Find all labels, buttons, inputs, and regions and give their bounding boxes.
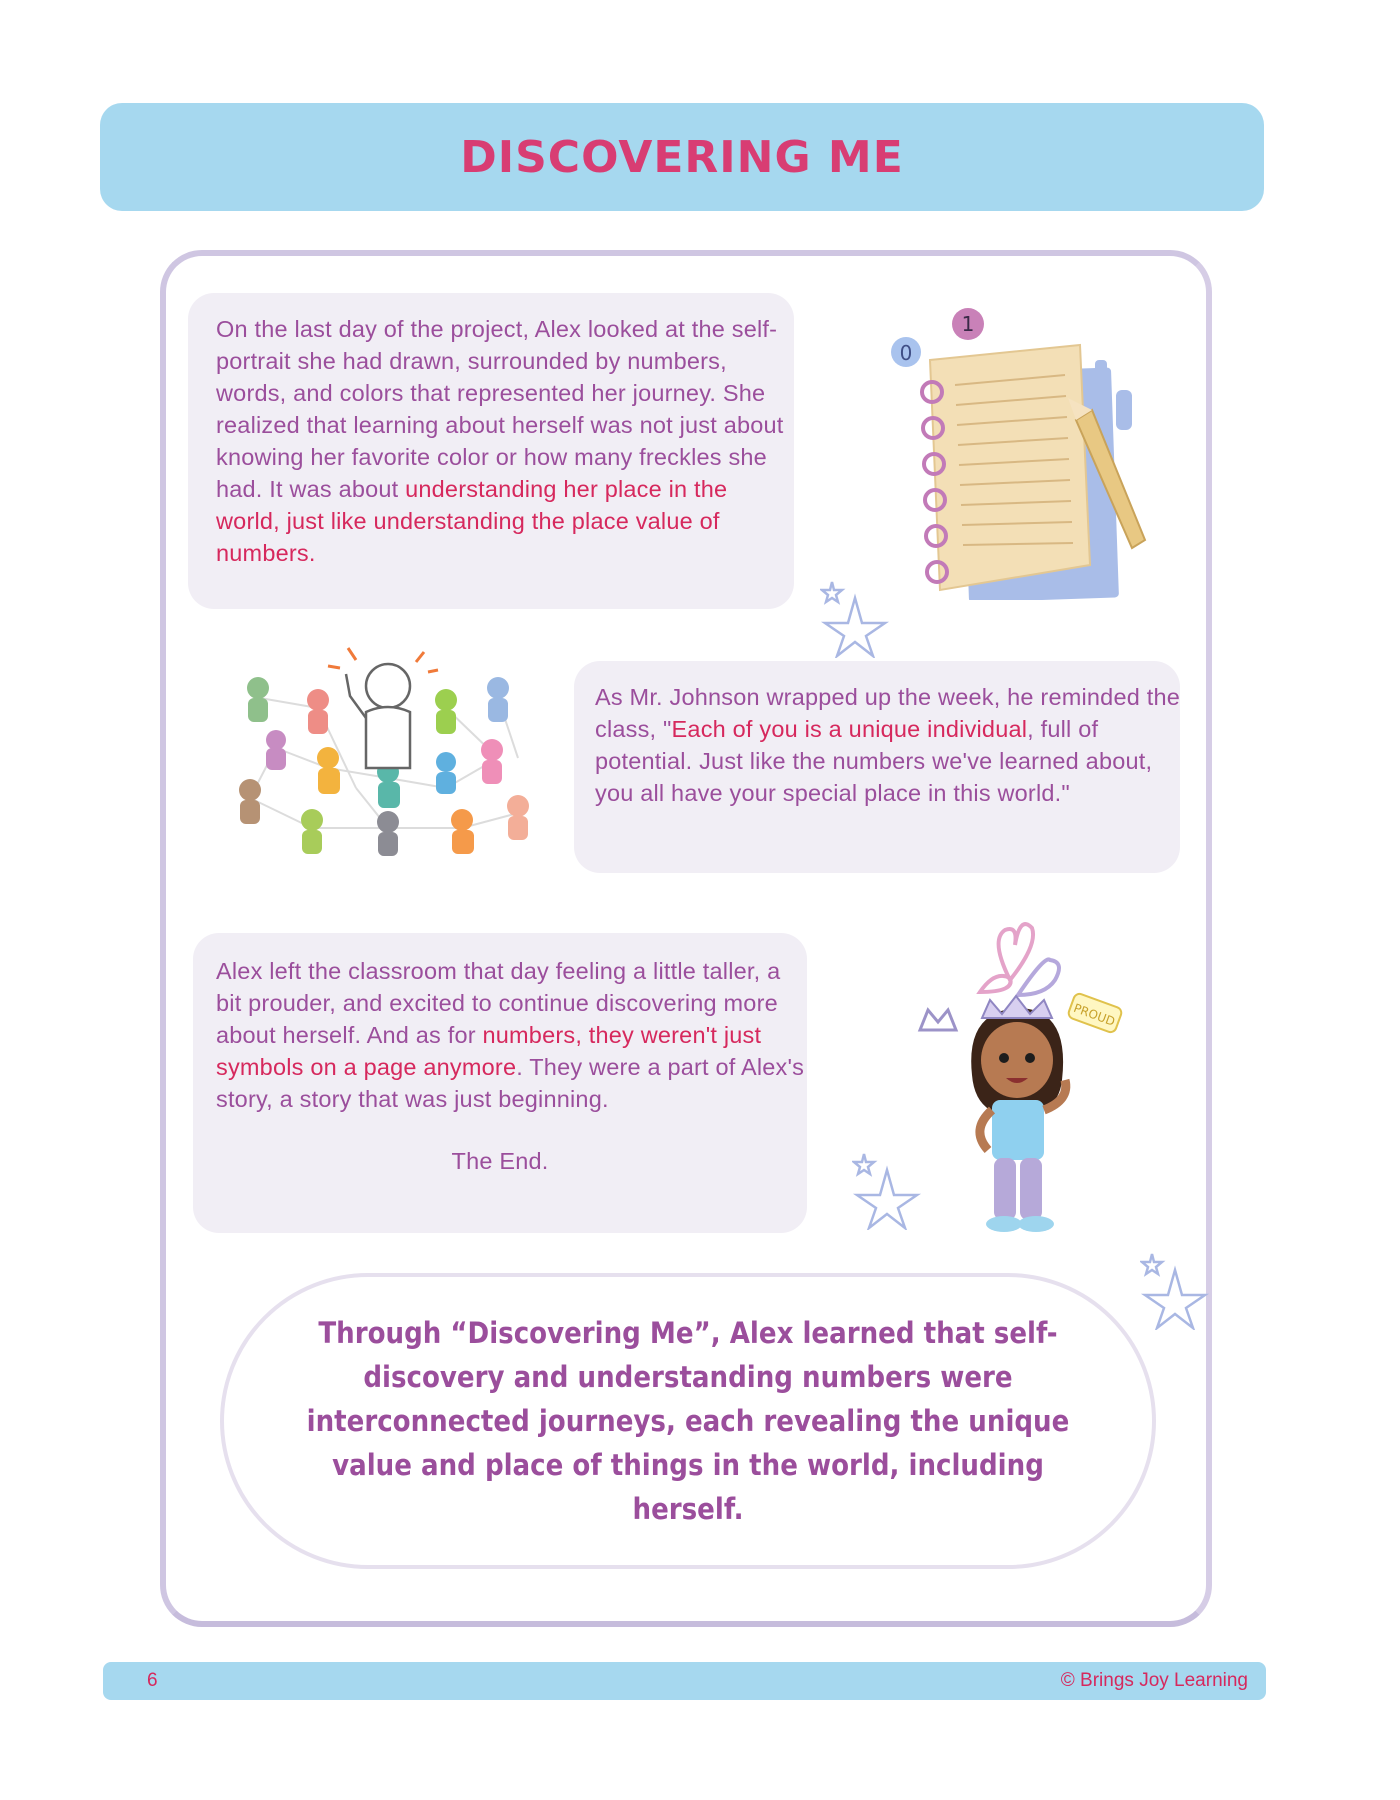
badge-zero-label: 0 [899,341,913,365]
the-end-label: The End. [451,1148,549,1174]
paragraph-3-text-after: . They were a part of Alex's story, a story that was just beginning. [216,1054,805,1112]
paragraph-2-text-before: As Mr. Johnson wrapped up the week, he reminded the class, " [595,684,1180,742]
star-doodle-2 [852,1150,932,1230]
summary-box [220,1273,1156,1569]
story-bubble-3 [193,933,807,1233]
notebook-illustration [870,300,1170,600]
paragraph-3-text-before: Alex left the classroom that day feeling a little taller, a bit prouder, and excited to continue discovering more about herself. And as for [216,958,781,1048]
people-network-illustration [228,638,568,868]
paragraph-1-text: On the last day of the project, Alex looked at the self-portrait she had drawn, surrounded by numbers, words, and colors that represented her journey. She realized that learning about herself was not just about knowing her favorite color or how many freckles she had. It was about [216,316,784,502]
paragraph-2-text-after: , full of potential. Just like the numbers we've learned about, you all have your special place in this world." [595,716,1153,806]
page-title: DISCOVERING ME [460,131,904,183]
girl-illustration [910,900,1130,1240]
page-number: 6 [147,1670,158,1691]
story-bubble-2 [574,661,1180,873]
paragraph-2-highlight: Each of you is a unique individual [671,716,1028,742]
story-bubble-1 [188,293,794,609]
title-banner [100,103,1264,211]
summary-text: Through “Discovering Me”, Alex learned that self-discovery and understanding numbers were interconnected journeys, each revealing the unique value and place of things in the world, including herself. [306,1316,1070,1526]
paragraph-3-highlight: numbers, they weren't just symbols on a page anymore [216,1022,762,1080]
badge-one-label: 1 [961,312,975,336]
copyright-notice: © Brings Joy Learning [1060,1670,1248,1691]
star-doodle-1 [820,578,900,658]
paragraph-1-highlight: understanding her place in the world, just like understanding the place value of numbers. [216,476,728,566]
proud-tag: PROUD [1071,1000,1117,1029]
star-doodle-3 [1140,1250,1220,1330]
footer-bar [103,1662,1266,1700]
